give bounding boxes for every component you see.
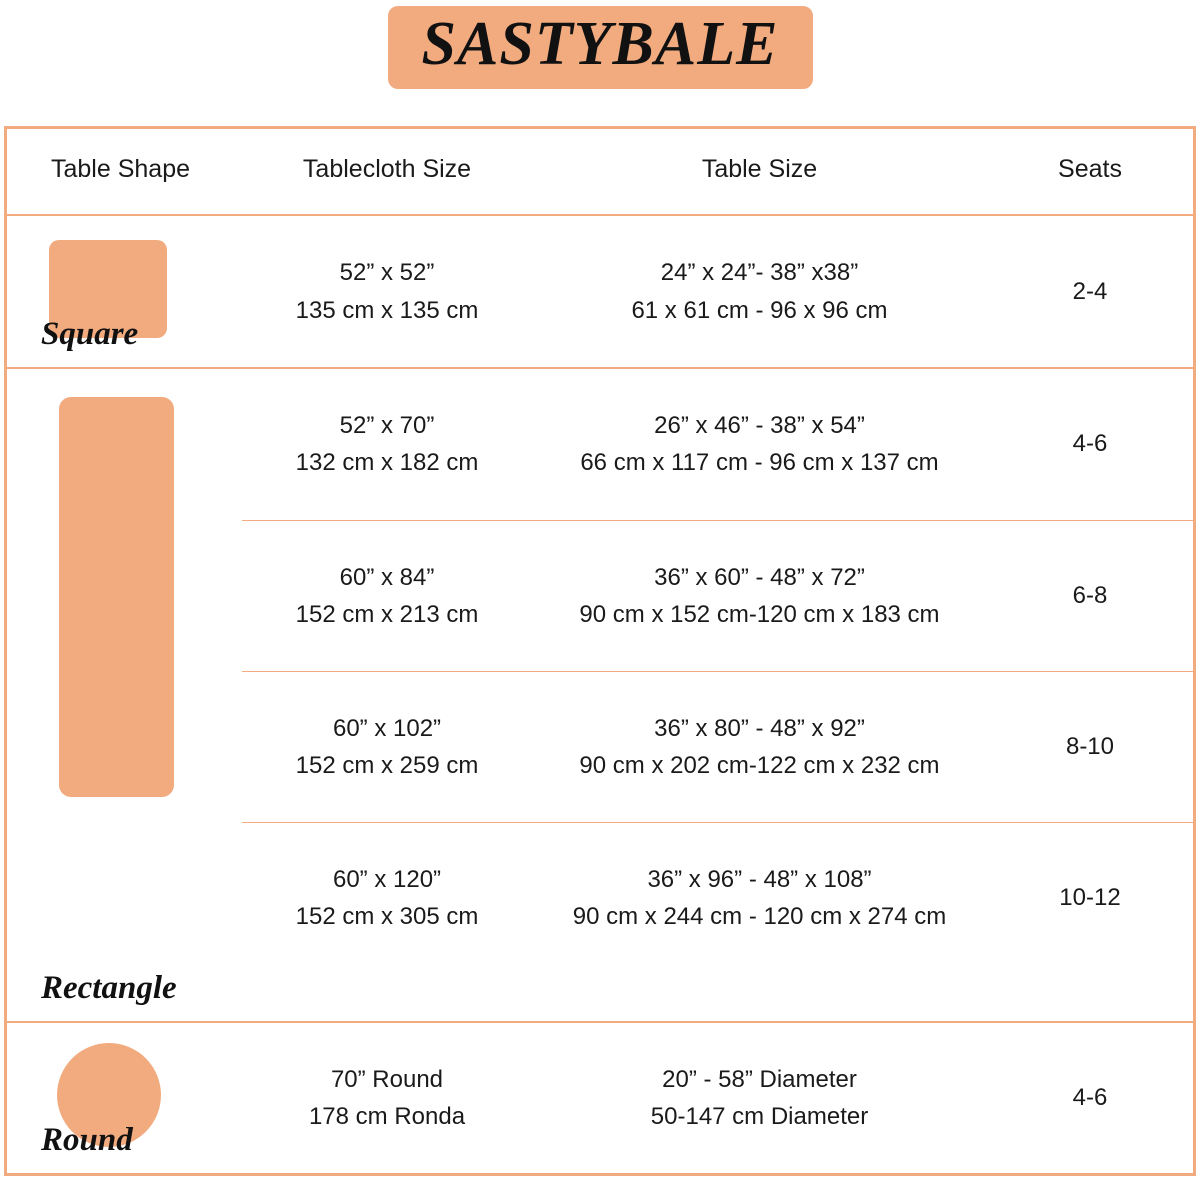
- header-table-size: Table Size: [532, 129, 987, 215]
- brand-badge: [388, 6, 813, 89]
- tablecloth-size-cell: [242, 1022, 532, 1173]
- tablecloth-size-cell: [242, 520, 532, 671]
- table-size-inches: 36” x 96” - 48” x 108”: [647, 865, 872, 893]
- table-size-inches: 36” x 80” - 48” x 92”: [654, 714, 865, 742]
- header-tablecloth-size: Tablecloth Size: [242, 129, 532, 215]
- tablecloth-size-cm: 152 cm x 259 cm: [295, 752, 479, 780]
- seats-cell: 8-10: [987, 671, 1193, 822]
- tablecloth-size-inches: 60” x 102”: [332, 714, 442, 742]
- table-size-cm: 66 cm x 117 cm - 96 cm x 137 cm: [580, 449, 939, 477]
- rectangle-swatch-icon: [59, 397, 174, 797]
- seats-cell: 4-6: [987, 368, 1193, 520]
- shape-cell-rectangle: [7, 368, 242, 1022]
- table-size-inches: 24” x 24”- 38” x38”: [660, 259, 859, 287]
- table-size-cell: [532, 215, 987, 368]
- shape-label-rectangle: Rectangle: [41, 969, 177, 1006]
- table-size-cell: [532, 520, 987, 671]
- tablecloth-size-cell: [242, 368, 532, 520]
- table-row: [7, 368, 1193, 520]
- tablecloth-size-inches: 60” x 84”: [339, 563, 435, 591]
- size-chart-frame: [4, 126, 1196, 1176]
- table-size-cm: 50-147 cm Diameter: [650, 1102, 869, 1130]
- tablecloth-size-inches: 60” x 120”: [332, 865, 442, 893]
- tablecloth-size-cm: 135 cm x 135 cm: [295, 296, 479, 324]
- tablecloth-size-cm: 178 cm Ronda: [308, 1102, 466, 1130]
- table-header-row: [7, 129, 1193, 215]
- seats-cell: 6-8: [987, 520, 1193, 671]
- table-size-cm: 90 cm x 244 cm - 120 cm x 274 cm: [572, 902, 947, 930]
- tablecloth-size-inches: 52” x 70”: [339, 412, 435, 440]
- brand-banner: [0, 0, 1200, 118]
- tablecloth-size-cm: 152 cm x 305 cm: [295, 902, 479, 930]
- table-size-cm: 90 cm x 202 cm-122 cm x 232 cm: [579, 752, 940, 780]
- brand-name: SASTYBALE: [421, 10, 779, 78]
- tablecloth-size-cm: 152 cm x 213 cm: [295, 600, 479, 628]
- table-size-inches: 26” x 46” - 38” x 54”: [654, 412, 865, 440]
- table-size-inches: 20” - 58” Diameter: [662, 1065, 857, 1093]
- table-size-cell: [532, 823, 987, 973]
- table-size-cell: [532, 1022, 987, 1173]
- tablecloth-size-inches: 52” x 52”: [339, 259, 435, 287]
- table-size-cell: [532, 368, 987, 520]
- table-size-inches: 36” x 60” - 48” x 72”: [654, 563, 865, 591]
- seats-cell: 10-12: [987, 823, 1193, 973]
- table-size-cm: 90 cm x 152 cm-120 cm x 183 cm: [579, 600, 940, 628]
- shape-label-square: Square: [41, 316, 139, 353]
- tablecloth-size-cell: [242, 215, 532, 368]
- size-chart-table: [7, 129, 1193, 1173]
- tablecloth-size-inches: 70” Round: [330, 1065, 444, 1093]
- header-table-shape: Table Shape: [7, 129, 242, 215]
- shape-cell-round: [7, 1022, 242, 1173]
- seats-cell: 2-4: [1072, 277, 1108, 305]
- table-size-cell: [532, 671, 987, 822]
- tablecloth-size-cm: 132 cm x 182 cm: [295, 449, 479, 477]
- table-row: [7, 215, 1193, 368]
- seats-cell: 4-6: [987, 1022, 1193, 1173]
- tablecloth-size-cell: [242, 671, 532, 822]
- table-row: [7, 1022, 1193, 1173]
- header-seats: Seats: [987, 129, 1193, 215]
- table-size-cm: 61 x 61 cm - 96 x 96 cm: [631, 296, 888, 324]
- shape-label-round: Round: [41, 1122, 133, 1158]
- tablecloth-size-cell: [242, 823, 532, 973]
- shape-cell-square: [7, 215, 242, 368]
